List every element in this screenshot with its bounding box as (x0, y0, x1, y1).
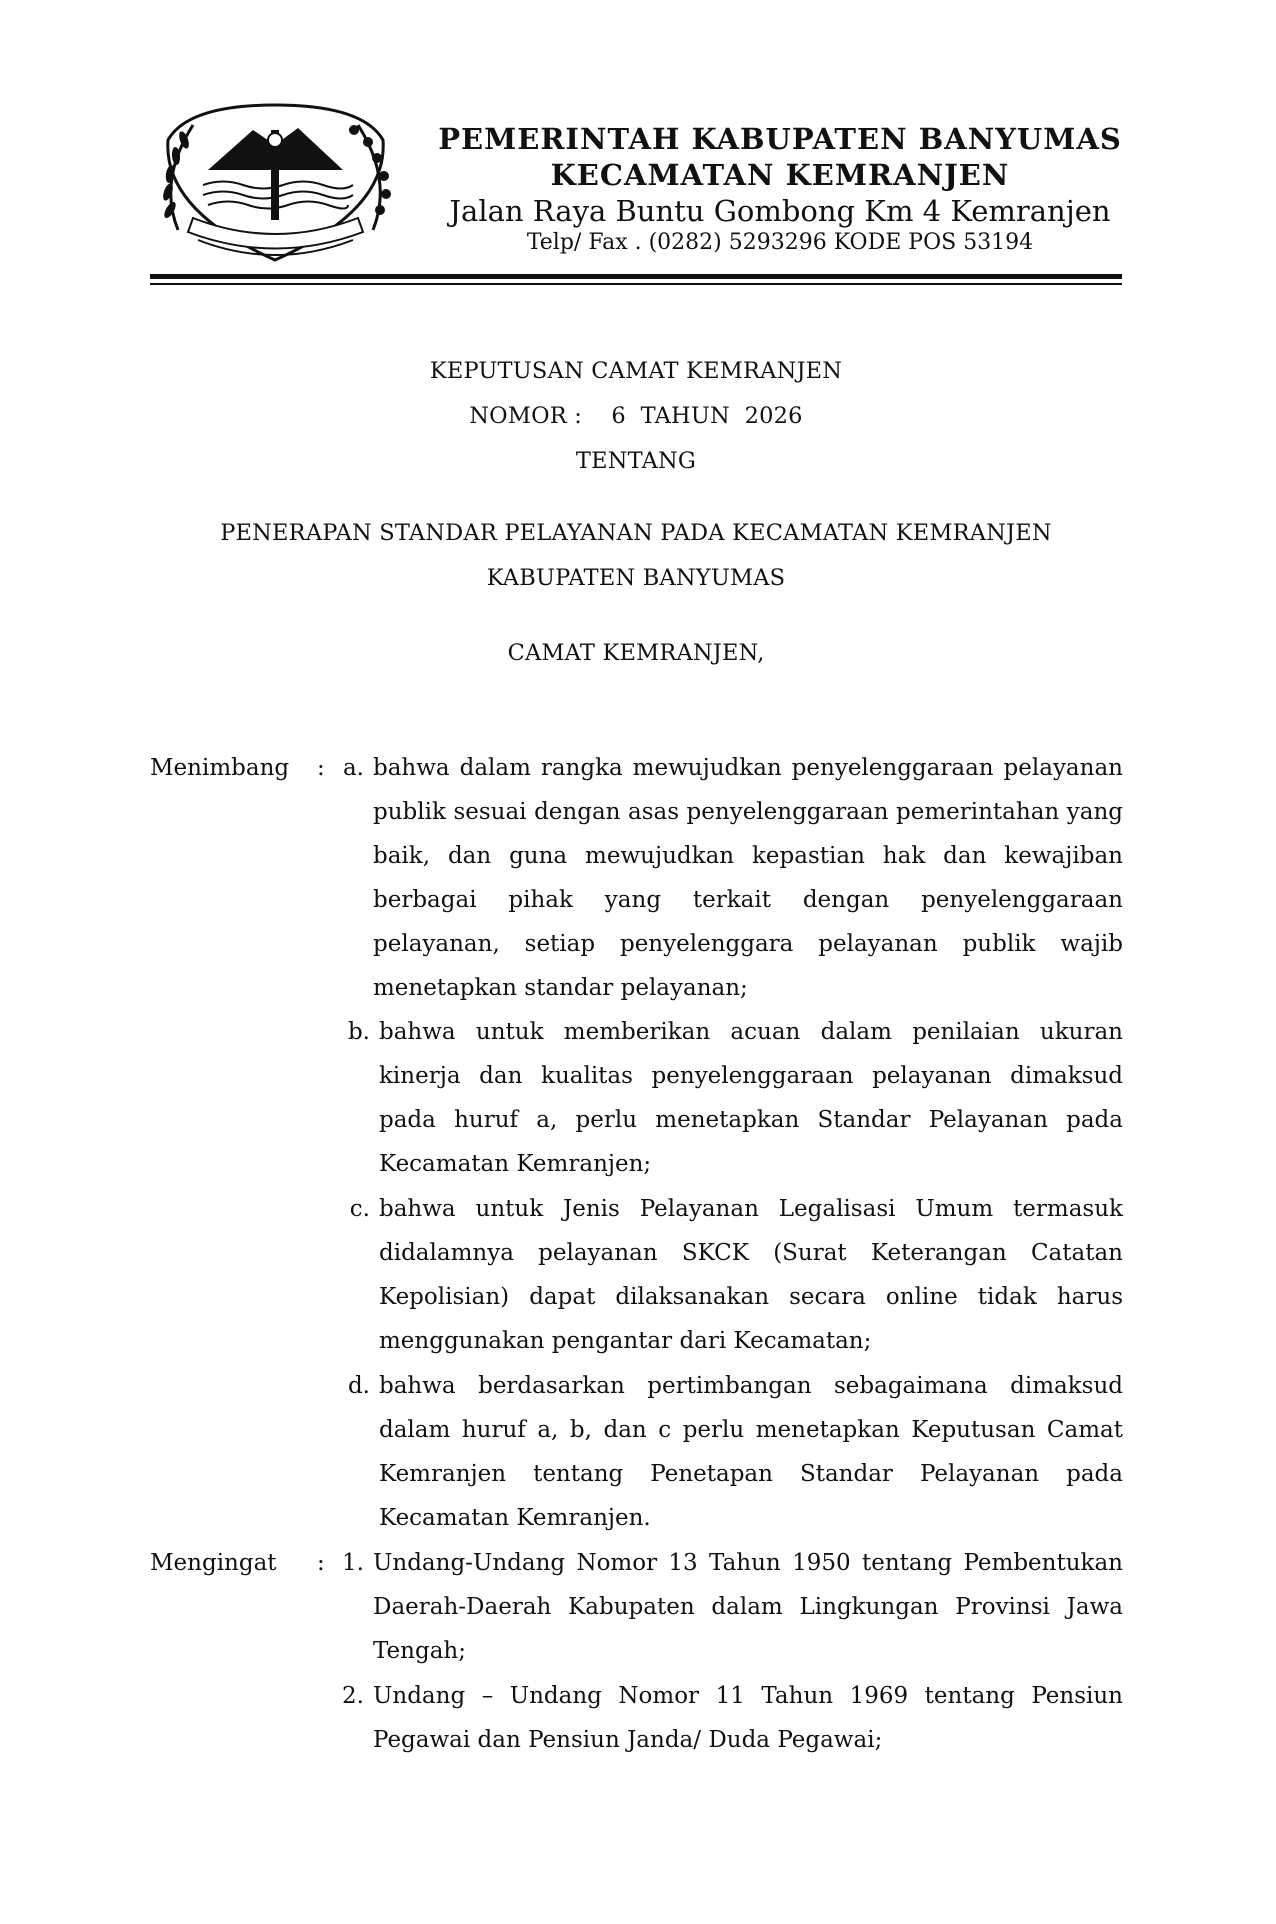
menimbang-text-d: bahwa berdasarkan pertimbangan sebagaimana dimaksud dalam huruf a, b, dan c perlu menetapkan Keputusan Camat Kemranjen tentang Penetapan Standar Pelayanan pada Kecamatan Kemranjen. (379, 1373, 1123, 1531)
org-name-line2: KECAMATAN KEMRANJEN (550, 158, 1010, 192)
menimbang-text-c: bahwa untuk Jenis Pelayanan Legalisasi Umum termasuk didalamnya pelayanan SKCK (Surat Keterangan Catatan Kepolisian) dapat dilaksanakan secara online tidak harus menggunakan pengantar dari Kecamatan; (379, 1196, 1123, 1354)
menimbang-marker-a: a. (342, 755, 364, 781)
menimbang-item-c (379, 1187, 1123, 1363)
menimbang-item-d (379, 1364, 1123, 1540)
mengingat-colon: : (317, 1550, 325, 1576)
org-address: Jalan Raya Buntu Gombong Km 4 Kemranjen (449, 194, 1111, 228)
mengingat-item-1 (373, 1541, 1123, 1673)
letterhead-rule-thin (150, 283, 1122, 285)
menimbang-text-b: bahwa untuk memberikan acuan dalam penilaian ukuran kinerja dan kualitas penyelenggaraan pelayanan dimaksud pada huruf a, perlu menetapkan Standar Pelayanan pada Kecamatan Kemranjen; (379, 1019, 1123, 1177)
mengingat-label: Mengingat (150, 1550, 277, 1576)
mengingat-text-2: Undang – Undang Nomor 11 Tahun 1969 tentang Pensiun Pegawai dan Pensiun Janda/ Duda Pegawai; (373, 1683, 1123, 1753)
mengingat-item-2 (373, 1674, 1123, 1762)
org-contact: Telp/ Fax . (0282) 5293296 KODE POS 53194 (526, 230, 1034, 255)
letterhead-rule-thick (150, 274, 1122, 279)
mengingat-marker-1: 1. (342, 1550, 364, 1576)
menimbang-marker-c: c. (349, 1196, 370, 1222)
menimbang-text-a: bahwa dalam rangka mewujudkan penyelenggaraan pelayanan publik sesuai dengan asas penyelenggaraan pemerintahan yang baik, dan guna mewujudkan kepastian hak dan kewajiban berbagai pihak yang terkait dengan penyelenggaraan pelayanan, setiap penyelenggara pelayanan publik wajib menetapkan standar pelayanan; (373, 755, 1123, 1001)
org-name-line1: PEMERINTAH KABUPATEN BANYUMAS (438, 122, 1122, 156)
decree-subject-line1: PENERAPAN STANDAR PELAYANAN PADA KECAMATAN KEMRANJEN (220, 520, 1052, 546)
mengingat-marker-2: 2. (342, 1683, 364, 1709)
decree-authority: CAMAT KEMRANJEN, (507, 640, 765, 666)
decree-subject-line2: KABUPATEN BANYUMAS (486, 565, 786, 591)
decree-tentang: TENTANG (575, 448, 697, 474)
mengingat-text-1: Undang-Undang Nomor 13 Tahun 1950 tentang Pembentukan Daerah-Daerah Kabupaten dalam Lingkungan Provinsi Jawa Tengah; (373, 1550, 1123, 1664)
decree-title: KEPUTUSAN CAMAT KEMRANJEN (429, 358, 843, 384)
menimbang-item-a (373, 746, 1123, 1010)
decree-number: NOMOR : 6 TAHUN 2026 (469, 403, 803, 429)
regency-emblem-icon (148, 100, 403, 265)
menimbang-item-b (379, 1010, 1123, 1186)
menimbang-colon: : (317, 755, 325, 781)
menimbang-marker-d: d. (347, 1373, 370, 1399)
menimbang-label: Menimbang (150, 755, 290, 781)
menimbang-marker-b: b. (347, 1019, 370, 1045)
